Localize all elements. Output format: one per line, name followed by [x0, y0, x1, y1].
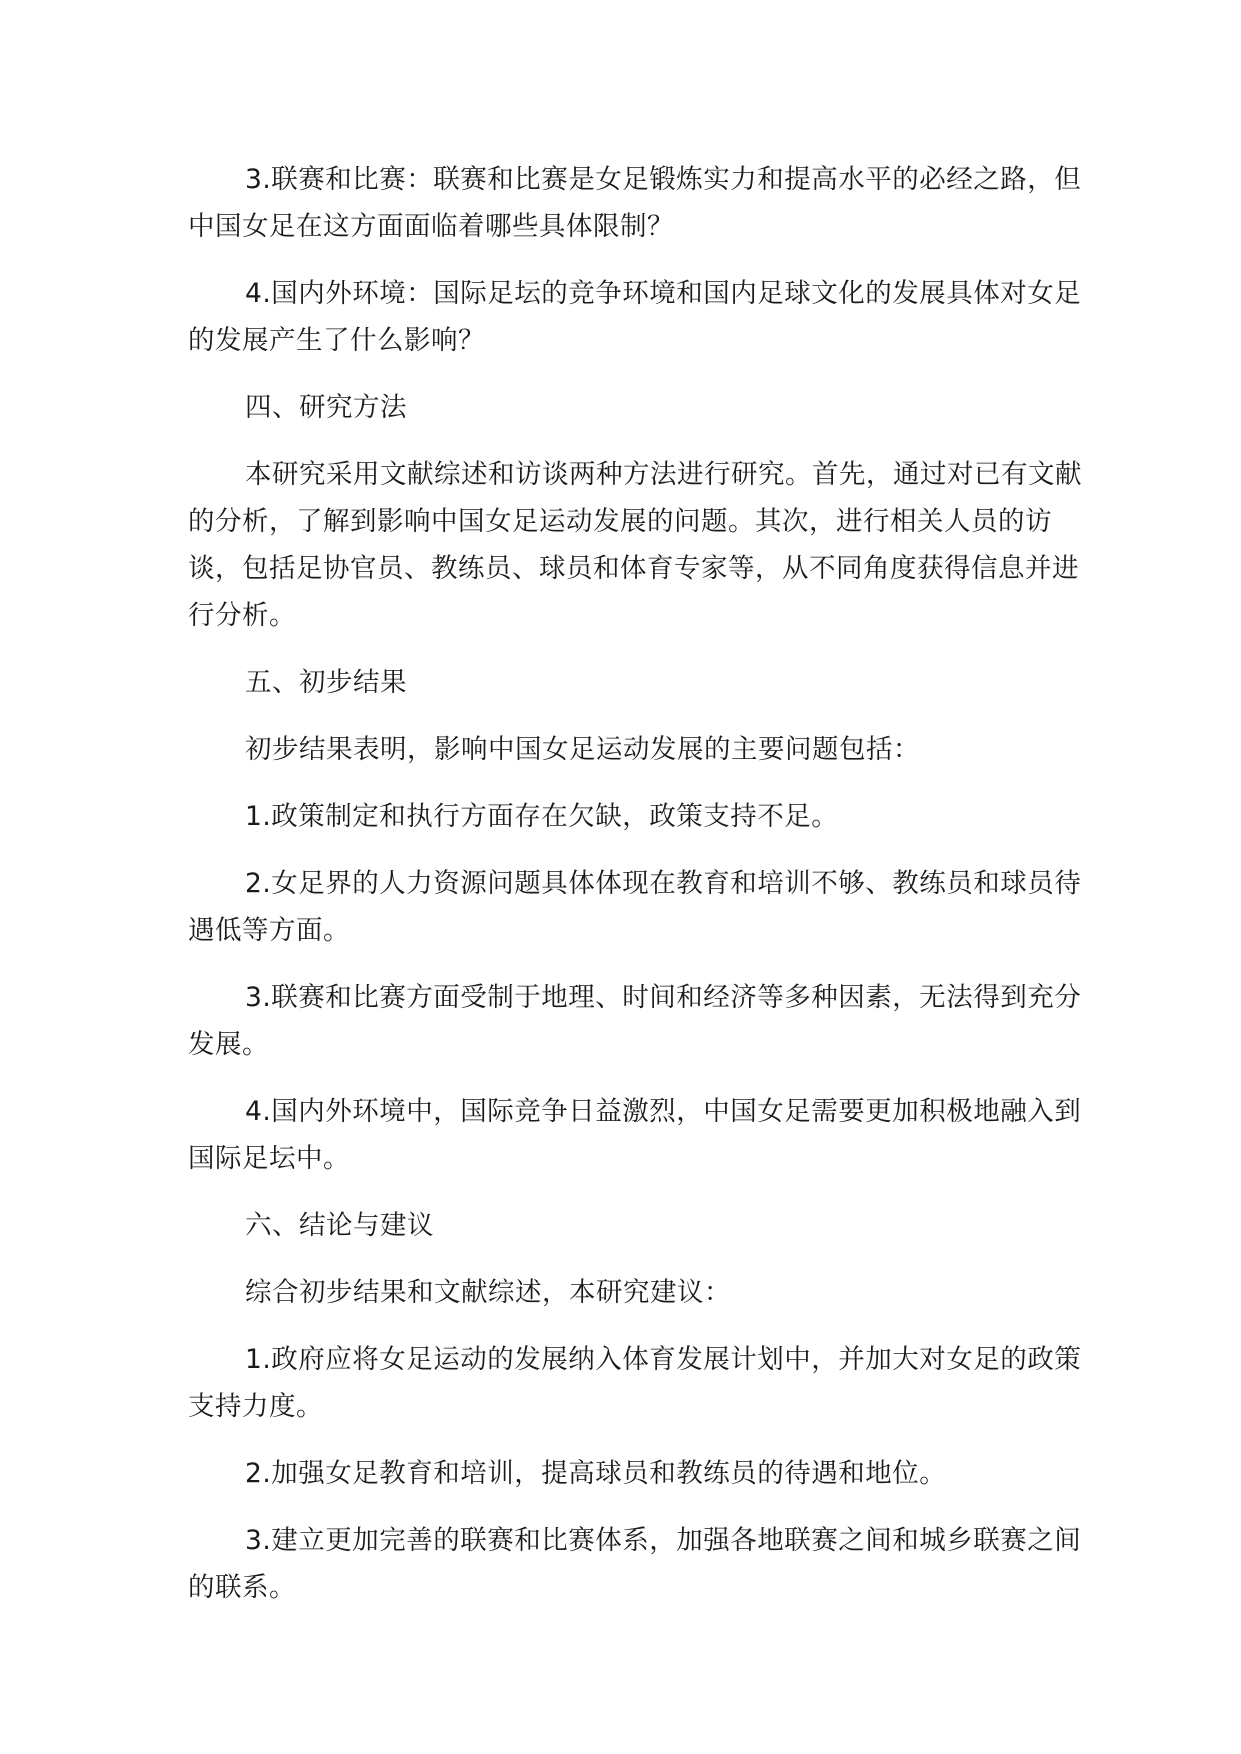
list-item-suggestion-2: 2.加强女足教育和培训，提高球员和教练员的待遇和地位。	[245, 1458, 947, 1489]
paragraph-environment-question: 4.国内外环境：国际足坛的竞争环境和国内足球文化的发展具体对女足的发展产生了什么影响？	[188, 278, 1082, 356]
paragraph-results-intro: 初步结果表明，影响中国女足运动发展的主要问题包括：	[245, 734, 920, 765]
list-item-result-3: 3.联赛和比赛方面受制于地理、时间和经济等多种因素，无法得到充分发展。	[188, 982, 1082, 1060]
list-item-result-4: 4.国内外环境中，国际竞争日益激烈，中国女足需要更加积极地融入到国际足坛中。	[188, 1096, 1082, 1174]
section-heading-conclusions: 六、结论与建议	[245, 1210, 434, 1241]
list-item-result-2: 2.女足界的人力资源问题具体体现在教育和培训不够、教练员和球员待遇低等方面。	[188, 868, 1082, 946]
paragraph-conclusions-intro: 综合初步结果和文献综述，本研究建议：	[245, 1277, 731, 1308]
section-heading-methods: 四、研究方法	[245, 392, 407, 423]
document-body	[188, 156, 1088, 1631]
paragraph-methods: 本研究采用文献综述和访谈两种方法进行研究。首先，通过对已有文献的分析，了解到影响中国女足运动发展的问题。其次，进行相关人员的访谈，包括足协官员、教练员、球员和体育专家等，从不同角度获得信息并进行分析。	[188, 459, 1082, 631]
list-item-suggestion-3: 3.建立更加完善的联赛和比赛体系，加强各地联赛之间和城乡联赛之间的联系。	[188, 1525, 1082, 1603]
list-item-suggestion-1: 1.政府应将女足运动的发展纳入体育发展计划中，并加大对女足的政策支持力度。	[188, 1344, 1082, 1422]
list-item-result-1: 1.政策制定和执行方面存在欠缺，政策支持不足。	[245, 801, 839, 832]
paragraph-leagues-question: 3.联赛和比赛：联赛和比赛是女足锻炼实力和提高水平的必经之路，但中国女足在这方面面临着哪些具体限制？	[188, 164, 1082, 242]
section-heading-results: 五、初步结果	[245, 667, 407, 698]
